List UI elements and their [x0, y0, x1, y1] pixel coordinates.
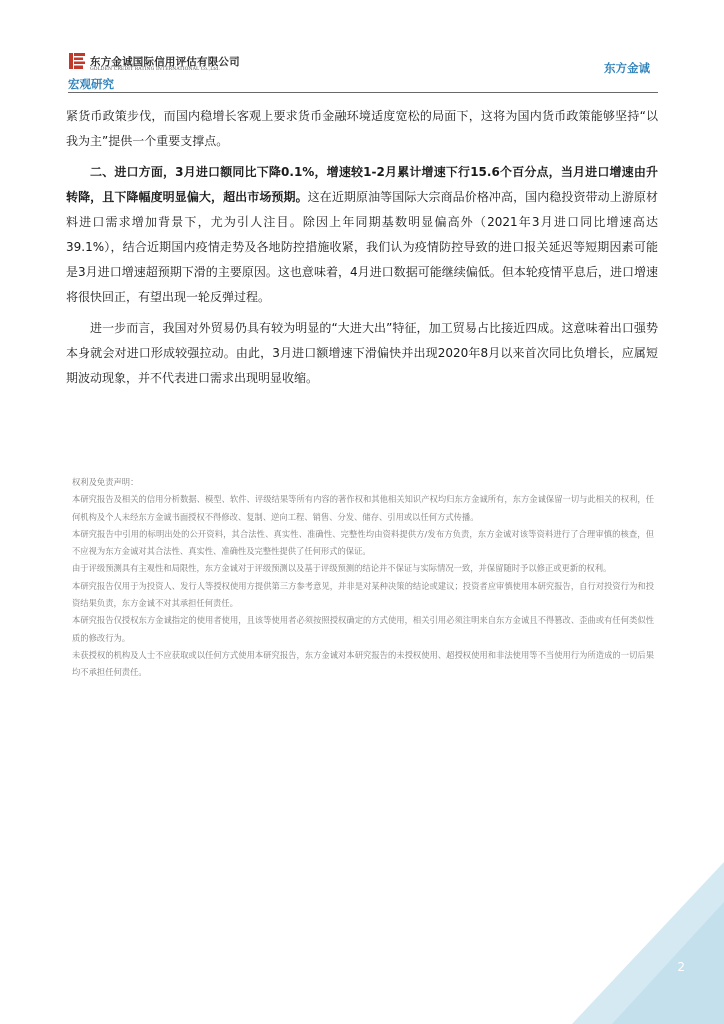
corner-decoration	[572, 862, 724, 1024]
disclaimer-item: 未获授权的机构及人士不应获取或以任何方式使用本研究报告，东方金诚对本研究报告的未授权使用、超授权使用和非法使用等不当使用行为所造成的一切后果均不承担任何责任。	[72, 649, 654, 678]
company-logo-icon	[68, 52, 86, 70]
disclaimer-title: 权利及免责声明：	[72, 477, 139, 487]
disclaimer-item: 本研究报告仅授权东方金诚指定的使用者使用，且该等使用者必须按照授权确定的方式使用，相关引用必须注明来自东方金诚且不得篡改、歪曲或有任何类似性质的修改行为。	[72, 615, 654, 643]
org-name-en: GOLDEN CREDIT RATING INTERNATIONAL Co.,Ltd.	[90, 67, 220, 72]
page-header	[0, 0, 724, 96]
disclaimer-item: 本研究报告仅用于为投资人、发行人等授权使用方提供第三方参考意见，并非是对某种决策的结论或建议；投资者应审慎使用本研究报告，自行对投资行为和投资结果负责，东方金诚不对其承担任何责任。	[72, 580, 654, 609]
org-name-cn: 东方金诚国际信用评估有限公司	[90, 56, 240, 68]
paragraph-2-lead: 二、进口方面，3月进口额同比下降0.1%，增速较1-2月累计增速下行15.6个百分点，当月进口增速由升转降，且下降幅度明显偏大，超出市场预期。	[66, 165, 658, 204]
page-number: 2	[677, 960, 685, 974]
disclaimer-item: 本研究报告及相关的信用分析数据、模型、软件、评级结果等所有内容的著作权和其他相关知识产权均归东方金诚所有，东方金诚保留一切与此相关的权利，任何机构及个人未经东方金诚书面授权不得修改、复制、逆向工程、销售、分发、储存、引用或以任何方式传播。	[72, 494, 654, 522]
disclaimer-item: 由于评级预测具有主观性和局限性，东方金诚对于评级预测以及基于评级预测的结论并不保证与实际情况一致，并保留随时予以修正或更新的权利。	[72, 563, 612, 574]
section-title: 宏观研究	[68, 77, 114, 91]
disclaimer-item: 本研究报告中引用的标明出处的公开资料，其合法性、真实性、准确性、完整性均由资料提供方/发布方负责，东方金诚对该等资料进行了合理审慎的核查，但不应视为东方金诚对其合法性、真实性、准确性及完整性提供了任何形式的保证。	[72, 528, 654, 557]
main-content	[66, 104, 658, 391]
header-divider	[68, 92, 658, 93]
paragraph-1: 紧货币政策步伐，而国内稳增长客观上要求货币金融环境适度宽松的局面下，这将为国内货币政策能够坚持“以我为主”提供一个重要支撑点。	[66, 109, 658, 148]
disclaimer-block	[72, 474, 654, 682]
paragraph-2	[66, 160, 658, 310]
paragraph-3: 进一步而言，我国对外贸易仍具有较为明显的“大进大出”特征，加工贸易占比接近四成。这意味着出口强势本身就会对进口形成较强拉动。由此，3月进口额增速下滑偏快并出现2020年8月以来首次同比负增长，应属短期波动现象，并不代表进口需求出现明显收缩。	[66, 321, 658, 385]
paragraph-2-body: 这在近期原油等国际大宗商品价格冲高，国内稳投资带动上游原材料进口需求增加背景下，尤为引人注目。除因上年同期基数明显偏高外（2021年3月进口同比增速高达39.1%），结合近期国内疫情走势及各地防控措施收紧，我们认为疫情防控导致的进口报关延迟等短期因素可能是3月进口增速超预期下滑的主要原因。这也意味着，4月进口数据可能继续偏低。但本轮疫情平息后，进口增速将很快回正，有望出现一轮反弹过程。	[66, 190, 658, 304]
brand-name: 东方金诚	[604, 61, 650, 75]
